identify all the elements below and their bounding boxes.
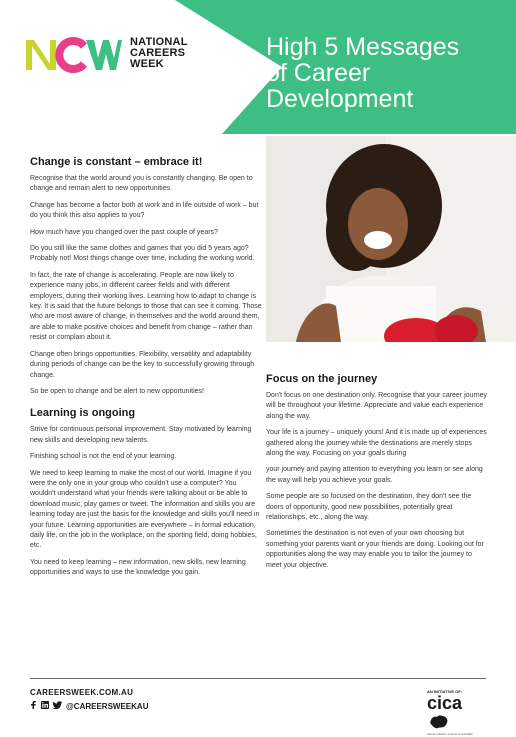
paragraph: How much have you changed over the past couple of years? [30,228,218,236]
footer-divider [30,678,486,679]
paragraph: your journey and paying attention to everything you learn or see along the way will help you achieve your goals. [266,466,483,484]
laughing-woman-photo [266,136,516,342]
logo-line-week: WEEK [130,57,164,70]
logo-text [130,37,188,70]
paragraph: Change has become a factor both at work and in life outside of work – but do you think this also applies to you? [30,201,259,220]
paragraph: Don't focus on one destination only. Recognise that your career journey will be throughout your lifetime. Appreciate and value each experience along the way. [266,392,488,420]
australia-map-icon [429,714,449,730]
paragraph: In fact, the rate of change is accelerating. People are now likely to experience many jobs, in different career fields and with different employers, during their working lives. Learning how to adapt to change is key. It is said that the future belongs to those that can see it coming. Those who are most aware of change, in themselves and the world around them, are able to make positive choices and benefit from change – rather than resist or complain about it. [30,271,262,342]
paragraph: Change often brings opportunities. Flexibility, versatility and adaptability during periods of change can be the key to successfully growing through change. [30,350,255,379]
logo-line-national: NATIONAL [130,35,188,48]
right-column [266,373,488,577]
paragraph: Recognise that the world around you is constantly changing. Be open to change and remain alert to new opportunities. [30,175,253,193]
left-column [30,156,262,585]
section-heading-change: Change is constant – embrace it! [30,156,203,168]
paragraph: Your life is a journey – uniquely yours! And it is made up of experiences gathered along the journey while the destinations are merely stops along the way. Focusing on your goals during [266,429,487,458]
linkedin-icon[interactable] [41,701,49,711]
page-title [266,34,506,112]
footer-social [30,701,148,711]
title-line-1: High 5 Messages [266,33,460,61]
paragraph: Finishing school is not the end of your learning. [30,453,177,461]
photo-illustration [266,136,516,342]
section-heading-journey: Focus on the journey [266,373,378,385]
social-handle[interactable]: @CAREERSWEEKAU [66,701,149,711]
paragraph: Some people are so focused on the destination, they don't see the doors of opportunity, good new possibilities, potentially great relationships, etc., along the way. [266,493,472,522]
ncw-logo [22,30,188,76]
cica-subtitle: career industry council of australia [427,732,473,736]
paragraph: Do you still like the same clothes and games that you did 5 years ago? Probably not! Most things change over time, including the working world. [30,245,255,263]
ncw-logo-mark [22,30,122,76]
footer-website-link[interactable]: CAREERSWEEK.COM.AU [30,688,134,697]
paragraph: Sometimes the destination is not even of your own choosing but something your parents want or your friends are doing. Looking out for opportunities along the way may enable you to tailor the journey to meet your objective. [266,530,484,569]
initiative-label: AN INITIATIVE OF: [427,689,463,694]
cica-logo [427,689,487,736]
title-line-2: of Career [266,59,371,87]
paragraph: So be open to change and be alert to new opportunities! [30,387,204,395]
section-heading-learning: Learning is ongoing [30,407,136,420]
cica-wordmark: cica [427,693,463,713]
paragraph: You need to keep learning – new information, new skills, new learning opportunities and ways to use the knowledge you gain. [30,558,246,577]
twitter-icon[interactable] [53,701,62,711]
paragraph: We need to keep learning to make the most of our world. Imagine if you were the only one in your group who couldn't use a computer? You wouldn't understand what your friends were talking about or be able to download music, play games or tweet. The information and skills you are learning today are just the basis for the knowledge and skills you'll need in your future. Learning opportunities are everywhere – in formal education, daily life, on the job in the workplace, on the sporting field, doing hobbies, etc. [30,469,260,550]
paragraph: Strive for continuous personal improvement. Stay motivated by learning new skills and developing new talents. [30,426,252,444]
facebook-icon[interactable] [30,701,37,711]
title-line-3: Development [266,85,414,113]
logo-line-careers: CAREERS [130,46,186,59]
